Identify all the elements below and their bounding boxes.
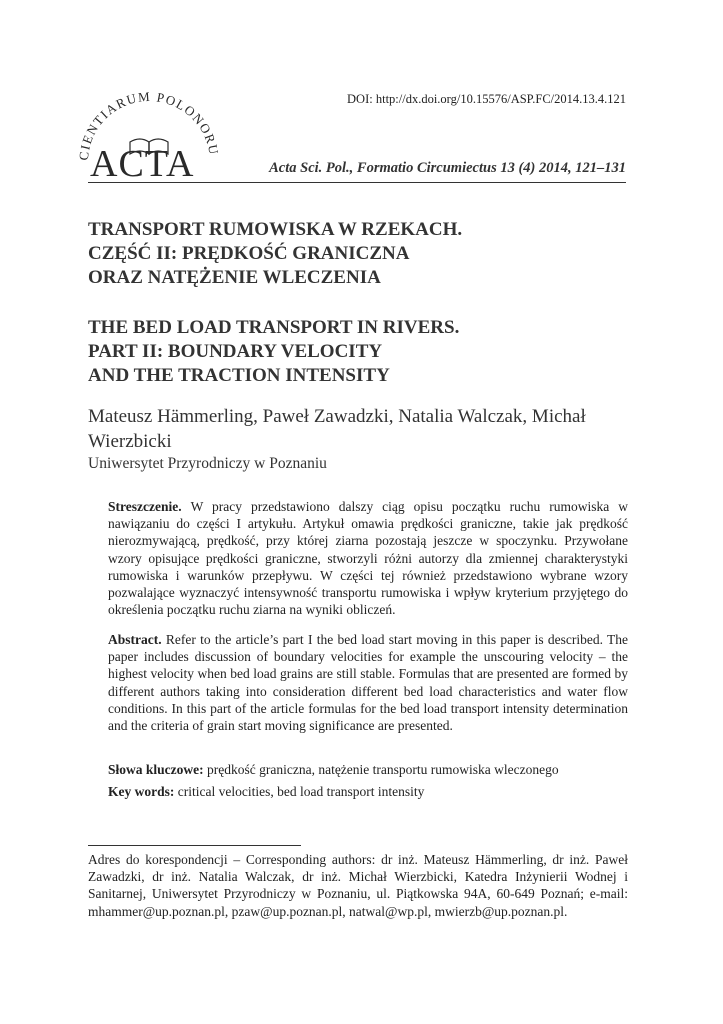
abstract-english-text: Refer to the article’s part I the bed load start moving in this paper is described. The paper includes discussion of boundary velocities for example the unscouring velocity – the highest velocity when bed load grains are still stable. Formulas that are presented are formed by different authors taking into consideration different bed load characteristics and water flow conditions. In this part of the article formulas for the bed load transport intensity determination and the criteria of grain start moving significance are presented. (108, 632, 628, 734)
keywords-polish-text: prędkość graniczna, natężenie transportu rumowiska wleczonego (207, 762, 559, 777)
title-en-line: PART II: BOUNDARY VELOCITY (88, 341, 383, 362)
affiliation: Uniwersytet Przyrodniczy w Poznaniu (88, 455, 327, 472)
title-pl-line: TRANSPORT RUMOWISKA W RZEKACH. (88, 219, 463, 240)
logo-arc-text: SCIENTIARUM POLONORUM (71, 80, 222, 162)
abstract-polish (108, 498, 628, 618)
abstract-polish-label: Streszczenie. (108, 499, 191, 514)
footnote-rule (88, 845, 301, 846)
authors: Mateusz Hämmerling, Paweł Zawadzki, Natalia Walczak, Michał Wierzbicki (88, 406, 586, 452)
keywords-polish-label: Słowa kluczowe: (108, 762, 207, 777)
journal-logo (71, 80, 222, 185)
title-pl-line: ORAZ NATĘŻENIE WLECZENIA (88, 267, 381, 288)
title-en-line: THE BED LOAD TRANSPORT IN RIVERS. (88, 317, 460, 338)
doi-line: DOI: http://dx.doi.org/10.15576/ASP.FC/2014.13.4.121 (347, 92, 626, 106)
title-polish (88, 218, 628, 290)
journal-citation: Acta Sci. Pol., Formatio Circumiectus 13 (4) 2014, 121–131 (269, 160, 626, 176)
correspondence-footnote: Adres do korespondencji – Corresponding authors: dr inż. Mateusz Hämmerling, dr inż. Paweł Zawadzki, dr inż. Natalia Walczak, dr inż. Michał Wierzbicki, Katedra Inżynierii Wodnej i Sanitarnej, Uniwersytet Przyrodniczy w Poznaniu, ul. Piątkowska 94A, 60-649 Poznań; e-mail: mhammer@up.poznan.pl, pzaw@up.poznan.pl, natwal@wp.pl, mwierzb@up.poznan.pl. (88, 852, 628, 919)
abstract-polish-text: W pracy przedstawiono dalszy ciąg opisu początku ruchu rumowiska w nawiązaniu do części I artykułu. Artykuł omawia prędkości graniczne, takie jak prędkość nierozmywającą, prędkość, przy której ziarna pozostają jeszcze w spoczynku. Przywołane wzory opisujące prędkości graniczne, stworzyli różni autorzy dla zmiennej charakterystyki rumowiska i warunków przepływu. W części tej również przedstawiono wybrane wzory pozwalające wyznaczyć intensywność transportu rumowiska i wpływ kryterium przyjętego do określenia początku ruchu ziarna na wyniki obliczeń. (108, 499, 629, 618)
keywords-polish (108, 761, 628, 778)
abstract-english-label: Abstract. (108, 632, 166, 647)
keywords-english-text: critical velocities, bed load transport intensity (177, 784, 425, 799)
title-en-line: AND THE TRACTION INTENSITY (88, 365, 390, 386)
keywords-english-label: Key words: (108, 784, 178, 799)
abstract-english (108, 631, 628, 734)
title-english (88, 316, 628, 388)
keywords-english (108, 783, 628, 800)
title-pl-line: CZĘŚĆ II: PRĘDKOŚĆ GRANICZNA (88, 243, 410, 264)
logo-acta-text: ACTA (90, 143, 195, 185)
header-rule (88, 182, 626, 183)
